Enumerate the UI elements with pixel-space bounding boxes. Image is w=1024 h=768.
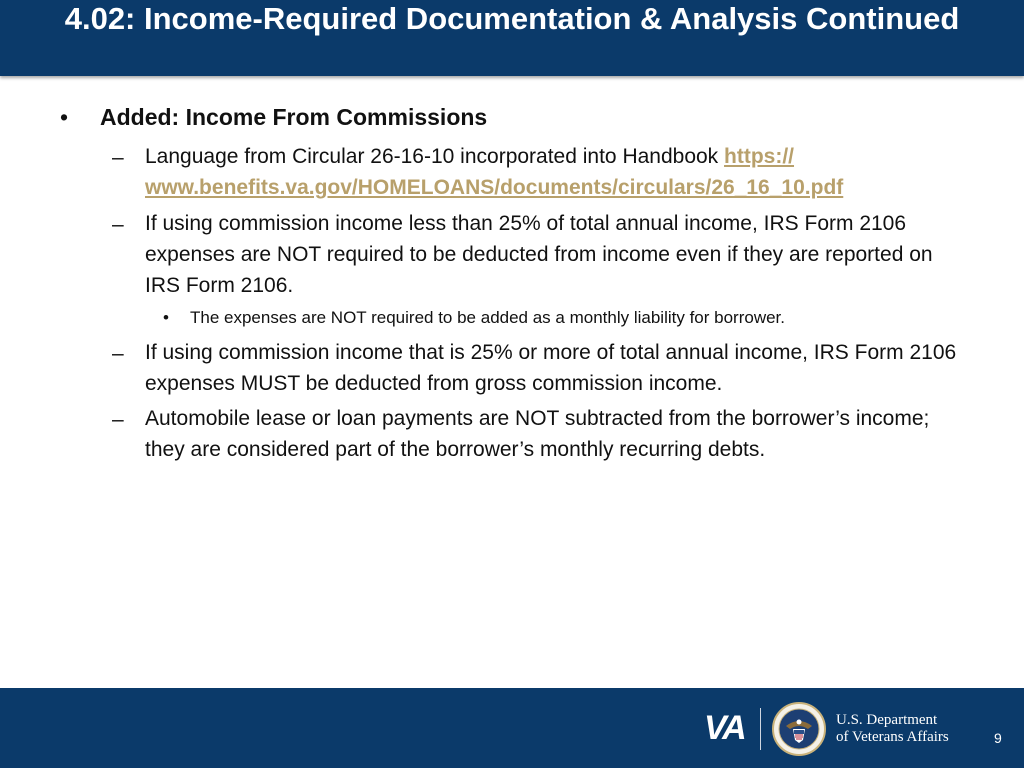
slide-title: 4.02: Income-Required Documentation & Analysis Continued <box>64 1 960 36</box>
dept-line-1: U.S. Department <box>836 712 938 728</box>
list-item <box>145 141 965 203</box>
list-item-text: Language from Circular 26-16-10 incorporated into Handbook <box>145 145 725 168</box>
sub-list-item: The expenses are NOT required to be added as a monthly liability for borrower. <box>190 308 785 327</box>
list-item: If using commission income that is 25% or more of total annual income, IRS Form 2106 expenses MUST be deducted from gross commission income. <box>145 341 957 395</box>
bullet-heading: Added: Income From Commissions <box>100 104 488 130</box>
sub-bullet-icon: • <box>163 308 169 327</box>
dash-icon: – <box>112 213 124 236</box>
dash-icon: – <box>112 342 124 365</box>
department-name <box>836 712 949 746</box>
circular-link[interactable]: https:// www.benefits.va.gov/HOMELOANS/documents/circulars/26_16_10.pdf <box>145 145 844 199</box>
bullet-icon: • <box>60 104 69 130</box>
list-item: If using commission income less than 25% of total annual income, IRS Form 2106 expenses are NOT required to be deducted from income even if they are reported on IRS Form 2106. <box>145 212 933 297</box>
footer-divider <box>760 708 761 750</box>
list-item: Automobile lease or loan payments are NOT subtracted from the borrower’s income; they are considered part of the borrower’s monthly recurring debts. <box>145 407 930 461</box>
slide-footer <box>0 688 1024 768</box>
dash-icon: – <box>112 146 124 169</box>
va-logo: VA <box>704 709 745 747</box>
dash-icon: – <box>112 408 124 431</box>
page-number: 9 <box>994 730 1002 746</box>
dept-line-2: of Veterans Affairs <box>836 729 949 745</box>
slide-header <box>0 0 1024 76</box>
va-seal-icon <box>772 702 826 756</box>
